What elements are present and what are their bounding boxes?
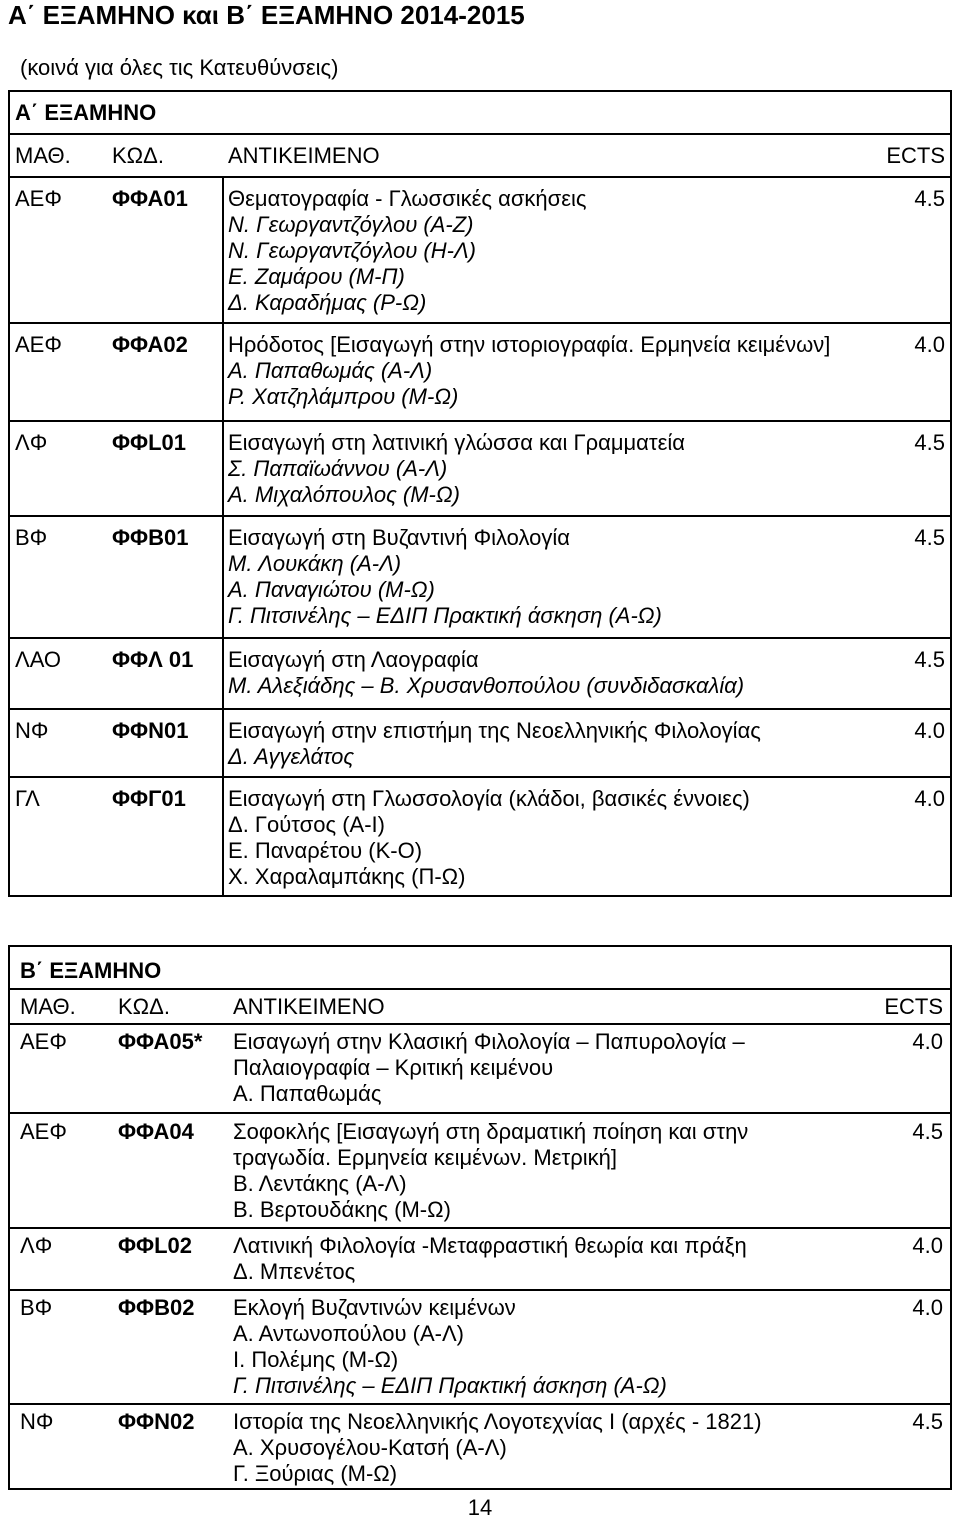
ects-value: 4.0 [912,1029,943,1054]
course-code: ΦΦΛ 01 [112,647,194,672]
ects-value: 4.0 [914,718,945,743]
course-title-line: Σοφοκλής [Εισαγωγή στη δραματική ποίηση και στην [233,1119,749,1144]
instructor-line: Σ. Παπαϊωάννου (Α-Λ) [228,456,448,481]
instructor-line: Ε. Ζαμάρου (Μ-Π) [228,264,405,289]
instructor-line: Γ. Πιτσινέλης – ΕΔΙΠ Πρακτική άσκηση (Α-Ω) [233,1373,667,1398]
dept-cell: ΒΦ [20,1295,53,1320]
instructor-line: Α. Παπαθωμάς [233,1081,382,1106]
course-row [10,324,950,422]
dept-cell: ΑΕΦ [15,186,62,211]
course-row [10,422,950,517]
dept-cell: ΑΕΦ [20,1119,67,1144]
instructor-line: Δ. Μπενέτος [233,1259,356,1284]
column-header-subject: ΑΝΤΙΚΕΙΜΕΝΟ [228,143,380,168]
dept-cell: ΛΑΟ [15,647,62,672]
course-title-line: Εισαγωγή στην επιστήμη της Νεοελληνικής Φιλολογίας [228,718,761,743]
instructor-line: Α. Χρυσογέλου-Κατσή (Α-Λ) [233,1435,507,1460]
subject-cell [225,1405,868,1488]
column-header-ects: ECTS [886,143,945,168]
course-title-line: Εισαγωγή στην Κλασική Φιλολογία – Παπυρολογία – [233,1029,745,1054]
course-title-line: Εισαγωγή στη Γλωσσολογία (κλάδοι, βασικές έννοιες) [228,786,750,811]
course-row [10,710,950,778]
instructor-line: Α. Παπαθωμάς (Α-Λ) [228,358,433,383]
instructor-line: Γ. Πιτσινέλης – ΕΔΙΠ Πρακτική άσκηση (Α-Ω) [228,603,662,628]
subject-cell [225,1291,868,1403]
semester-heading-row [10,92,950,135]
semester-heading: Β΄ ΕΞΑΜΗΝΟ [20,958,162,983]
course-row [10,1025,950,1114]
column-header-dept: ΜΑΘ. [20,994,76,1019]
page-subtitle: (κοινά για όλες τις Κατευθύνσεις) [20,55,339,80]
semester-heading: Α΄ ΕΞΑΜΗΝΟ [15,100,157,125]
semester-b-table [8,945,952,1490]
course-code: ΦΦΑ04 [118,1119,194,1144]
ects-value: 4.0 [914,786,945,811]
ects-value: 4.5 [914,647,945,672]
dept-cell: ΝΦ [15,718,49,743]
subject-cell [222,517,873,637]
course-code: ΦΦΒ01 [112,525,189,550]
instructor-line: Ε. Παναρέτου (Κ-Ο) [228,838,423,863]
instructor-line: Ρ. Χατζηλάμπρου (Μ-Ω) [228,384,459,409]
course-row [10,1229,950,1291]
dept-cell: ΓΛ [15,786,40,811]
ects-value: 4.0 [914,332,945,357]
course-title-line: Ιστορία της Νεοελληνικής Λογοτεχνίας Ι (αρχές - 1821) [233,1409,762,1434]
course-row [10,778,950,895]
dept-cell: ΝΦ [20,1409,54,1434]
course-title-line: Εκλογή Βυζαντινών κειμένων [233,1295,516,1320]
subject-cell [225,1229,868,1289]
instructor-line: Χ. Χαραλαμπάκης (Π-Ω) [228,864,466,889]
instructor-line: Β. Βερτουδάκης (Μ-Ω) [233,1197,451,1222]
subject-cell [222,422,873,515]
subject-cell [222,710,873,776]
ects-value: 4.5 [912,1409,943,1434]
instructor-line: Α. Παναγιώτου (Μ-Ω) [228,577,435,602]
column-header-subject: ΑΝΤΙΚΕΙΜΕΝΟ [233,994,385,1019]
instructor-line: Ν. Γεωργαντζόγλου (Η-Λ) [228,238,476,263]
dept-cell: ΛΦ [15,430,48,455]
subject-cell [225,1114,868,1227]
ects-value: 4.5 [914,430,945,455]
dept-cell: ΒΦ [15,525,48,550]
course-row [10,1114,950,1229]
dept-cell: ΛΦ [20,1233,53,1258]
course-row [10,178,950,324]
page-title: Α΄ ΕΞΑΜΗΝΟ και Β΄ ΕΞΑΜΗΝΟ 2014-2015 [8,0,525,30]
course-code: ΦΦΒ02 [118,1295,195,1320]
semester-heading-row [10,947,950,990]
ects-value: 4.5 [912,1119,943,1144]
instructor-line: Γ. Ξούριας (Μ-Ω) [233,1461,398,1486]
instructor-line: Β. Λεντάκης (Α-Λ) [233,1171,407,1196]
course-title-line: Εισαγωγή στη Λαογραφία [228,647,479,672]
dept-cell: ΑΕΦ [20,1029,67,1054]
course-code: ΦΦL01 [112,430,187,455]
ects-value: 4.5 [914,525,945,550]
ects-value: 4.0 [912,1233,943,1258]
subject-cell [222,324,873,420]
ects-value: 4.0 [912,1295,943,1320]
course-code: ΦΦΑ02 [112,332,188,357]
course-code: ΦΦΝ01 [112,718,189,743]
instructor-line: Μ. Αλεξιάδης – Β. Χρυσανθοπούλου (συνδιδασκαλία) [228,673,745,698]
instructor-line: Α. Αντωνοπούλου (Α-Λ) [233,1321,464,1346]
column-header-row [10,990,950,1025]
course-title-line: τραγωδία. Ερμηνεία κειμένων. Μετρική] [233,1145,617,1170]
instructor-line: Δ. Γούτσος (Α-Ι) [228,812,385,837]
course-code: ΦΦΝ02 [118,1409,195,1434]
subject-cell [222,778,873,895]
instructor-line: Ν. Γεωργαντζόγλου (Α-Ζ) [228,212,474,237]
page-number: 14 [467,1495,493,1520]
subject-cell [225,1025,868,1112]
column-header-ects: ECTS [884,994,943,1019]
column-header-code: ΚΩΔ. [118,994,170,1019]
dept-cell: ΑΕΦ [15,332,62,357]
instructor-line: Α. Μιχαλόπουλος (Μ-Ω) [228,482,460,507]
course-title-line: Ηρόδοτος [Εισαγωγή στην ιστοριογραφία. Ερμηνεία κειμένων] [228,332,831,357]
instructor-line: Δ. Αγγελάτος [228,744,355,769]
instructor-line: Μ. Λουκάκη (Α-Λ) [228,551,402,576]
course-code: ΦΦΑ05* [118,1029,203,1054]
column-header-row [10,135,950,178]
column-header-dept: ΜΑΘ. [15,143,71,168]
course-title-line: Εισαγωγή στη Βυζαντινή Φιλολογία [228,525,571,550]
instructor-line: Δ. Καραδήμας (Ρ-Ω) [228,290,427,315]
course-row [10,517,950,639]
course-row [10,639,950,710]
course-title-line: Εισαγωγή στη λατινική γλώσσα και Γραμματεία [228,430,686,455]
course-title-line: Παλαιογραφία – Κριτική κειμένου [233,1055,554,1080]
subject-cell [222,178,873,322]
course-title-line: Λατινική Φιλολογία -Μεταφραστική θεωρία και πράξη [233,1233,747,1258]
course-code: ΦΦL02 [118,1233,193,1258]
semester-a-table [8,90,952,897]
column-header-code: ΚΩΔ. [112,143,164,168]
instructor-line: Ι. Πολέμης (Μ-Ω) [233,1347,399,1372]
course-code: ΦΦΓ01 [112,786,186,811]
ects-value: 4.5 [914,186,945,211]
course-row [10,1405,950,1488]
course-title-line: Θεματογραφία - Γλωσσικές ασκήσεις [228,186,587,211]
course-row [10,1291,950,1405]
course-code: ΦΦΑ01 [112,186,188,211]
subject-cell [222,639,873,708]
